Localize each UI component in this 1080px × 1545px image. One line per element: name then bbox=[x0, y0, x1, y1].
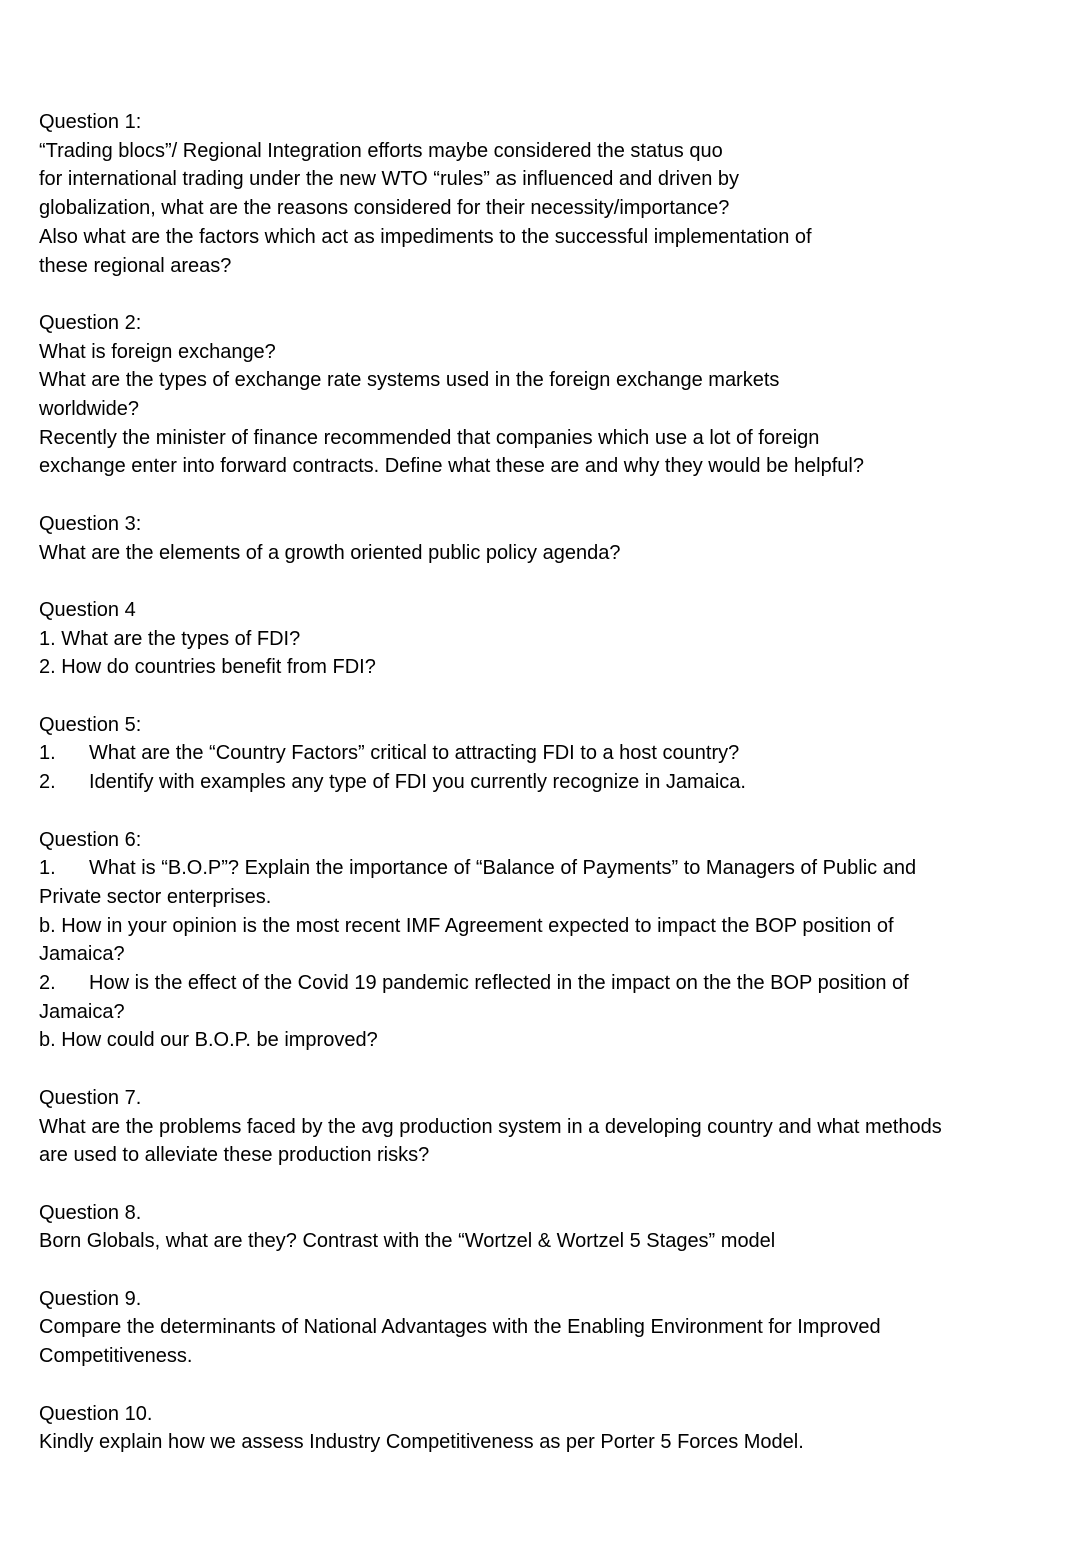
question-6-heading: Question 6: bbox=[39, 828, 142, 851]
question-10-heading: Question 10. bbox=[39, 1402, 153, 1425]
question-9-line: Competitiveness. bbox=[39, 1345, 193, 1368]
question-9-heading: Question 9. bbox=[39, 1287, 142, 1310]
question-6-line: Jamaica? bbox=[39, 943, 125, 966]
question-7-heading: Question 7. bbox=[39, 1086, 142, 1109]
question-9 bbox=[39, 1285, 1059, 1371]
spacer bbox=[39, 1371, 1059, 1400]
question-1-line: these regional areas? bbox=[39, 254, 232, 277]
question-7-line: What are the problems faced by the avg production system in a developing country and what methods bbox=[39, 1115, 942, 1138]
question-6-line: b. How could our B.O.P. be improved? bbox=[39, 1029, 378, 1052]
spacer bbox=[39, 1256, 1059, 1285]
question-2-line: Recently the minister of finance recommended that companies which use a lot of foreign bbox=[39, 426, 820, 449]
question-10-line: Kindly explain how we assess Industry Competitiveness as per Porter 5 Forces Model. bbox=[39, 1431, 804, 1454]
question-3-heading: Question 3: bbox=[39, 512, 142, 535]
question-6-item bbox=[39, 969, 1059, 998]
question-6-line: Private sector enterprises. bbox=[39, 885, 272, 908]
list-number: 1. bbox=[39, 857, 56, 880]
question-1-line: Also what are the factors which act as impediments to the successful implementation of bbox=[39, 225, 812, 248]
spacer bbox=[39, 567, 1059, 596]
question-5 bbox=[39, 711, 1059, 797]
question-6-line: Jamaica? bbox=[39, 1000, 125, 1023]
question-document bbox=[39, 108, 1059, 1457]
question-2-line: What are the types of exchange rate systems used in the foreign exchange markets bbox=[39, 369, 780, 392]
question-3-line: What are the elements of a growth oriented public policy agenda? bbox=[39, 541, 621, 564]
question-8-line: Born Globals, what are they? Contrast with the “Wortzel & Wortzel 5 Stages” model bbox=[39, 1230, 776, 1253]
question-2-line: worldwide? bbox=[39, 398, 140, 421]
question-6-line: b. How in your opinion is the most recent IMF Agreement expected to impact the BOP position of bbox=[39, 914, 894, 937]
question-1-line: globalization, what are the reasons considered for their necessity/importance? bbox=[39, 197, 730, 220]
list-text: How is the effect of the Covid 19 pandemic reflected in the impact on the the BOP position of bbox=[89, 972, 909, 995]
question-5-item bbox=[39, 739, 1059, 768]
question-6-item bbox=[39, 854, 1059, 883]
question-2-line: What is foreign exchange? bbox=[39, 340, 276, 363]
question-1 bbox=[39, 108, 1059, 280]
list-text: What is “B.O.P”? Explain the importance of “Balance of Payments” to Managers of Public and bbox=[89, 857, 917, 880]
question-1-line: “Trading blocs”/ Regional Integration efforts maybe considered the status quo bbox=[39, 139, 723, 162]
question-4 bbox=[39, 596, 1059, 682]
list-number: 2. bbox=[39, 972, 56, 995]
spacer bbox=[39, 682, 1059, 711]
question-5-heading: Question 5: bbox=[39, 713, 142, 736]
spacer bbox=[39, 797, 1059, 826]
spacer bbox=[39, 1055, 1059, 1084]
question-7-line: are used to alleviate these production risks? bbox=[39, 1144, 430, 1167]
question-8 bbox=[39, 1199, 1059, 1256]
spacer bbox=[39, 1170, 1059, 1199]
question-4-heading: Question 4 bbox=[39, 598, 136, 621]
question-1-line: for international trading under the new WTO “rules” as influenced and driven by bbox=[39, 168, 740, 191]
question-9-line: Compare the determinants of National Advantages with the Enabling Environment for Improved bbox=[39, 1316, 881, 1339]
spacer bbox=[39, 481, 1059, 510]
question-8-heading: Question 8. bbox=[39, 1201, 142, 1224]
list-number: 1. bbox=[39, 742, 56, 765]
question-6 bbox=[39, 826, 1059, 1056]
question-3 bbox=[39, 510, 1059, 567]
spacer bbox=[39, 280, 1059, 309]
question-5-item bbox=[39, 768, 1059, 797]
question-10 bbox=[39, 1400, 1059, 1457]
question-2-heading: Question 2: bbox=[39, 311, 142, 334]
list-text: What are the “Country Factors” critical to attracting FDI to a host country? bbox=[89, 742, 740, 765]
question-4-line: 1. What are the types of FDI? bbox=[39, 627, 301, 650]
question-2-line: exchange enter into forward contracts. Define what these are and why they would be helpful? bbox=[39, 455, 864, 478]
question-1-heading: Question 1: bbox=[39, 111, 142, 133]
list-text: Identify with examples any type of FDI you currently recognize in Jamaica. bbox=[89, 771, 746, 794]
question-2 bbox=[39, 309, 1059, 481]
list-number: 2. bbox=[39, 771, 56, 794]
question-7 bbox=[39, 1084, 1059, 1170]
question-4-line: 2. How do countries benefit from FDI? bbox=[39, 656, 376, 679]
